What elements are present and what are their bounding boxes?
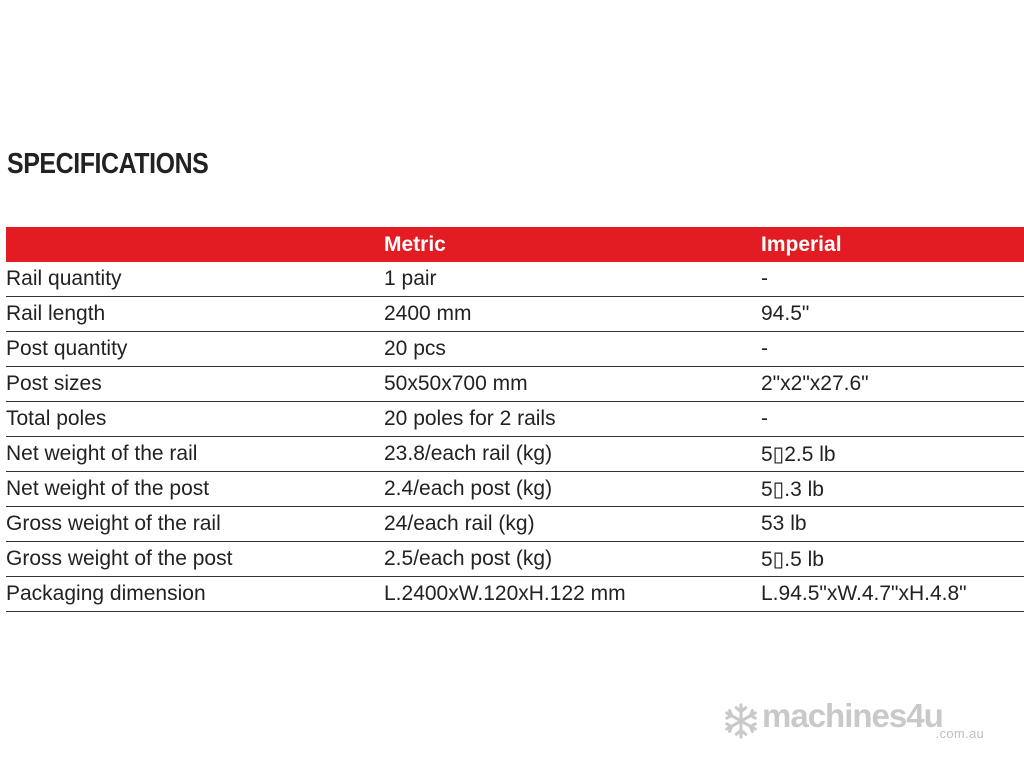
- table-row: [6, 402, 1024, 437]
- watermark-domain: .com.au: [935, 726, 984, 741]
- watermark-brand: machines4u: [762, 697, 943, 734]
- row-metric: 24/each rail (kg): [384, 507, 761, 542]
- row-metric: L.2400xW.120xH.122 mm: [384, 577, 761, 612]
- row-label: Post sizes: [6, 367, 384, 402]
- row-label: Rail quantity: [6, 262, 384, 297]
- row-imperial: -: [761, 262, 1024, 297]
- row-metric: 23.8/each rail (kg): [384, 437, 761, 472]
- specifications-table: [6, 227, 1024, 612]
- table-row: [6, 262, 1024, 297]
- watermark-logo: [722, 697, 992, 742]
- row-metric: 2.5/each post (kg): [384, 542, 761, 577]
- table-row: [6, 472, 1024, 507]
- row-metric: 2.4/each post (kg): [384, 472, 761, 507]
- snowflake-star-icon: [722, 702, 760, 740]
- row-label: Total poles: [6, 402, 384, 437]
- row-imperial: 5▯.5 lb: [761, 542, 1024, 577]
- row-metric: 20 poles for 2 rails: [384, 402, 761, 437]
- table-header-row: [6, 227, 1024, 262]
- row-label: Post quantity: [6, 332, 384, 367]
- table-row: [6, 332, 1024, 367]
- row-label: Net weight of the post: [6, 472, 384, 507]
- table-row: [6, 437, 1024, 472]
- row-label: Packaging dimension: [6, 577, 384, 612]
- row-label: Net weight of the rail: [6, 437, 384, 472]
- row-metric: 1 pair: [384, 262, 761, 297]
- row-imperial: 53 lb: [761, 507, 1024, 542]
- row-imperial: 5▯2.5 lb: [761, 437, 1024, 472]
- row-metric: 2400 mm: [384, 297, 761, 332]
- table-row: [6, 577, 1024, 612]
- table-row: [6, 507, 1024, 542]
- row-imperial: 94.5": [761, 297, 1024, 332]
- row-metric: 20 pcs: [384, 332, 761, 367]
- table-row: [6, 367, 1024, 402]
- row-label: Rail length: [6, 297, 384, 332]
- table-row: [6, 542, 1024, 577]
- page-title: SPECIFICATIONS: [7, 148, 209, 180]
- row-imperial: L.94.5"xW.4.7"xH.4.8": [761, 577, 1024, 612]
- row-imperial: 5▯.3 lb: [761, 472, 1024, 507]
- row-label: Gross weight of the post: [6, 542, 384, 577]
- row-imperial: 2"x2"x27.6": [761, 367, 1024, 402]
- header-cell-label: [6, 227, 384, 262]
- row-metric: 50x50x700 mm: [384, 367, 761, 402]
- table-row: [6, 297, 1024, 332]
- header-cell-metric: Metric: [384, 232, 446, 256]
- row-imperial: -: [761, 402, 1024, 437]
- header-cell-imperial: Imperial: [761, 232, 842, 256]
- row-imperial: -: [761, 332, 1024, 367]
- row-label: Gross weight of the rail: [6, 507, 384, 542]
